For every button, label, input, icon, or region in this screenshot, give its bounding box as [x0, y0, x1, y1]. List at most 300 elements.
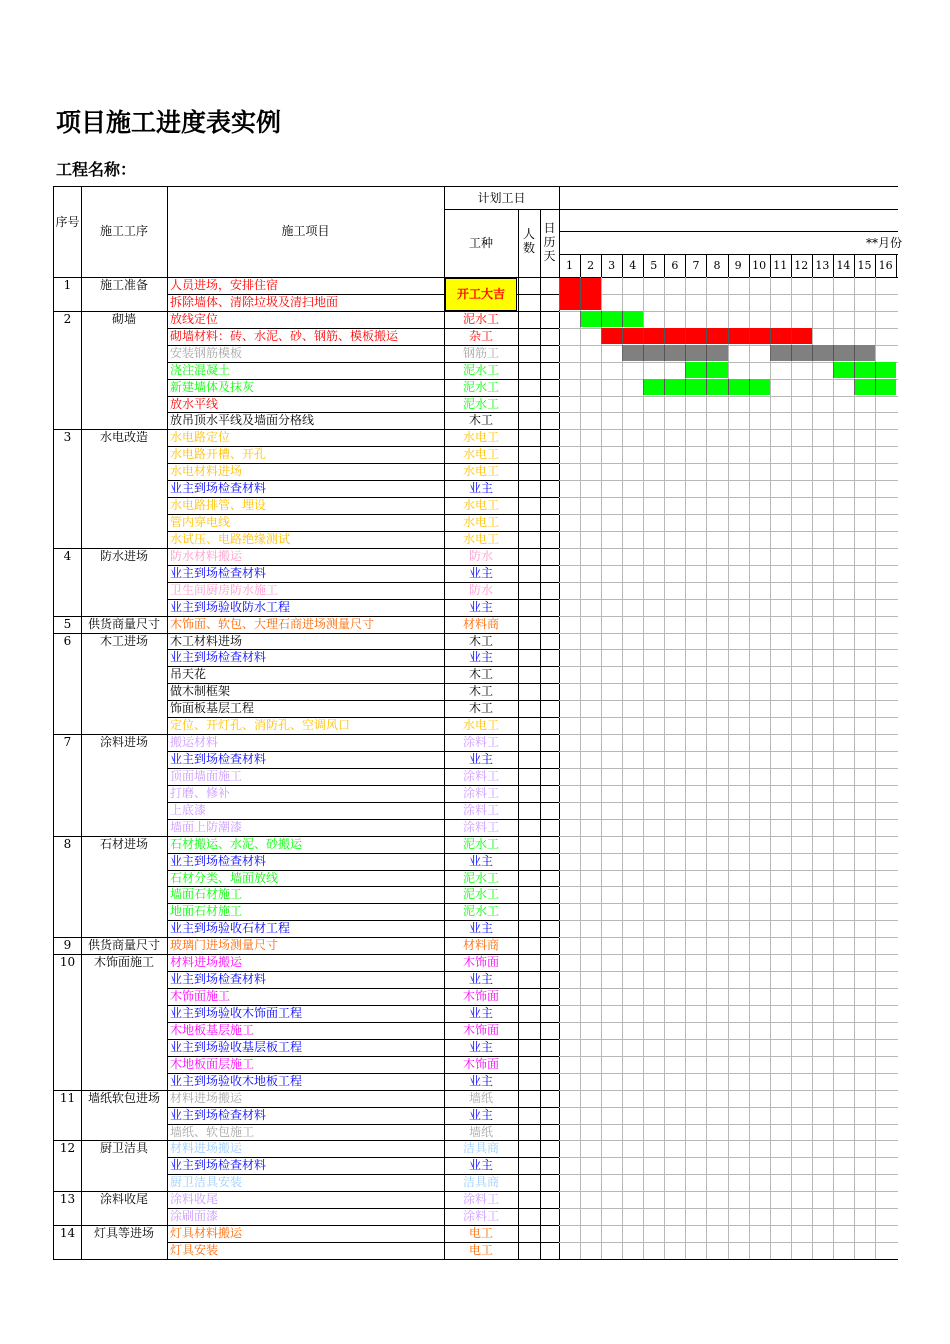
day-divider — [812, 254, 813, 277]
row-seq: 13 — [59, 1192, 76, 1207]
gantt-bar-divider — [749, 379, 750, 395]
row-seq — [54, 1157, 81, 1174]
gantt-bar-divider — [728, 379, 729, 395]
row-seq: 6 — [63, 633, 72, 648]
day-label: 5 — [650, 259, 658, 272]
row-seq — [54, 785, 81, 802]
row-item: 水电材料进场 — [170, 464, 243, 479]
schedule-sheet — [53, 186, 903, 1260]
row-seq — [54, 531, 81, 548]
gantt-bar-divider — [664, 379, 665, 395]
row-item: 做木制框架 — [170, 684, 231, 699]
row-process — [81, 920, 167, 937]
row-item: 业主到场检查材料 — [170, 1107, 267, 1122]
row-process — [81, 362, 167, 379]
row-seq — [54, 362, 81, 379]
row-seq — [54, 345, 81, 362]
day-grid-line — [559, 717, 898, 718]
row-process — [81, 768, 167, 785]
gantt-bar-divider — [685, 345, 686, 361]
row-trade: 钢筋工 — [462, 345, 499, 360]
row-trade: 木饰面 — [462, 1056, 499, 1071]
gantt-bar — [601, 328, 812, 344]
row-process — [81, 1124, 167, 1141]
row-trade: 业主 — [468, 1158, 493, 1173]
gantt-bar — [770, 345, 875, 361]
row-item: 搬运材料 — [170, 735, 219, 750]
row-trade: 木饰面 — [462, 1022, 499, 1037]
day-grid-line — [559, 954, 898, 955]
header-item: 施工项目 — [281, 224, 330, 238]
row-process: 涂料收尾 — [99, 1192, 148, 1207]
row-trade: 水电工 — [462, 515, 499, 530]
row-item: 浇注混凝土 — [170, 362, 231, 377]
gantt-bar-divider — [622, 311, 623, 327]
row-item: 业主到场验收木地板工程 — [170, 1073, 303, 1088]
day-label: 16 — [878, 259, 893, 272]
day-divider — [791, 254, 792, 277]
row-seq: 1 — [63, 278, 72, 292]
row-seq — [54, 683, 81, 700]
row-process: 灯具等进场 — [93, 1226, 154, 1241]
header-seq: 序号 — [55, 215, 80, 229]
day-grid-line — [559, 1191, 898, 1192]
day-label: 9 — [734, 259, 742, 272]
day-grid-line — [559, 294, 898, 295]
row-item: 墙纸、软包施工 — [170, 1124, 255, 1139]
row-process: 水电改造 — [99, 430, 148, 445]
gantt-bar — [559, 294, 601, 310]
row-process — [81, 988, 167, 1005]
day-grid-line — [559, 1242, 898, 1243]
row-process: 木工进场 — [99, 633, 148, 648]
row-trade: 业主 — [468, 481, 493, 496]
row-trade: 泥水工 — [462, 870, 499, 885]
row-seq — [54, 649, 81, 666]
row-process — [81, 853, 167, 870]
row-seq — [54, 294, 81, 311]
row-process — [81, 1208, 167, 1225]
header-people: 人数 — [522, 227, 535, 255]
day-grid-line — [559, 497, 898, 498]
row-trade: 业主 — [468, 565, 493, 580]
header-divider — [444, 209, 559, 210]
row-process — [81, 819, 167, 836]
row-item: 放吊顶水平线及墙面分格线 — [170, 413, 315, 428]
day-label: 6 — [671, 259, 679, 272]
row-trade: 泥水工 — [462, 836, 499, 851]
day-divider — [580, 254, 581, 277]
day-label: 1 — [566, 259, 574, 272]
row-process: 木饰面施工 — [93, 955, 154, 970]
day-grid-line — [559, 633, 898, 634]
row-seq — [54, 497, 81, 514]
row-item: 涂刷面漆 — [170, 1209, 219, 1224]
row-trade: 电工 — [468, 1226, 493, 1241]
day-label: 2 — [587, 259, 595, 272]
header-plan: 计划工日 — [477, 191, 526, 205]
row-item: 水电路定位 — [170, 430, 231, 445]
row-trade: 业主 — [468, 972, 493, 987]
row-seq — [54, 1005, 81, 1022]
row-process: 涂料进场 — [99, 735, 148, 750]
row-process — [81, 1022, 167, 1039]
row-item: 水电路开槽、开孔 — [170, 447, 267, 462]
row-seq — [54, 1174, 81, 1191]
row-trade: 泥水工 — [462, 362, 499, 377]
row-process — [81, 396, 167, 413]
row-process — [81, 514, 167, 531]
row-process — [81, 700, 167, 717]
row-seq — [54, 886, 81, 903]
row-trade: 业主 — [468, 599, 493, 614]
day-divider — [749, 254, 750, 277]
day-grid-line — [559, 903, 898, 904]
column-divider — [167, 187, 168, 1259]
row-item: 安装钢筋模板 — [170, 345, 243, 360]
project-name-label: 工程名称： — [56, 160, 137, 179]
row-seq — [54, 751, 81, 768]
row-trade: 业主 — [468, 1107, 493, 1122]
day-label: 3 — [608, 259, 616, 272]
day-grid-line — [559, 836, 898, 837]
row-item: 卫生间厨房防水施工 — [170, 582, 279, 597]
row-seq — [54, 379, 81, 396]
day-grid-line — [559, 1208, 898, 1209]
day-label: 8 — [713, 259, 721, 272]
row-item: 放线定位 — [170, 311, 219, 326]
row-trade: 墙纸 — [468, 1090, 493, 1105]
gantt-bar — [685, 362, 727, 378]
row-process — [81, 1107, 167, 1124]
header-divider — [559, 209, 898, 210]
row-trade: 木工 — [468, 701, 493, 716]
row-process — [81, 1174, 167, 1191]
row-process — [81, 886, 167, 903]
row-seq — [54, 565, 81, 582]
row-item: 防水材料搬运 — [170, 548, 243, 563]
day-grid-line — [559, 886, 898, 887]
row-trade: 水电工 — [462, 430, 499, 445]
gantt-bar — [833, 362, 896, 378]
row-trade: 业主 — [468, 1039, 493, 1054]
row-item: 上底漆 — [170, 802, 207, 817]
row-item: 业主到场检查材料 — [170, 481, 267, 496]
row-process — [81, 870, 167, 887]
row-item: 石材分类、墙面放线 — [170, 870, 279, 885]
day-label: 11 — [773, 259, 788, 272]
row-item: 定位、开灯孔、消防孔、空调风口 — [170, 718, 351, 733]
row-process — [81, 565, 167, 582]
day-label: 13 — [815, 259, 830, 272]
gantt-bar-divider — [664, 328, 665, 344]
row-process — [81, 599, 167, 616]
gantt-bar-divider — [601, 311, 602, 327]
gantt-bar — [580, 311, 643, 327]
row-trade: 墙纸 — [468, 1124, 493, 1139]
row-seq — [54, 514, 81, 531]
row-process — [81, 446, 167, 463]
header-month: **月份 — [866, 236, 903, 250]
row-process — [81, 1039, 167, 1056]
row-seq — [54, 988, 81, 1005]
row-seq — [54, 1056, 81, 1073]
row-item: 木工材料进场 — [170, 633, 243, 648]
row-item: 业主到场检查材料 — [170, 565, 267, 580]
day-label: 14 — [836, 259, 851, 272]
day-grid-line — [559, 802, 898, 803]
gantt-bar — [643, 379, 769, 395]
day-grid-line — [559, 412, 898, 413]
gantt-bar-divider — [791, 345, 792, 361]
day-grid-line — [559, 480, 898, 481]
day-grid-line — [559, 1022, 898, 1023]
day-grid-line — [559, 1005, 898, 1006]
gantt-bar-divider — [875, 362, 876, 378]
row-process — [81, 1242, 167, 1259]
gantt-bar-divider — [706, 345, 707, 361]
day-grid-line — [559, 666, 898, 667]
row-item: 拆除墙体、清除垃圾及清扫地面 — [170, 294, 339, 309]
row-trade: 涂料工 — [462, 768, 499, 783]
row-seq — [54, 328, 81, 345]
gantt-bar-divider — [643, 345, 644, 361]
row-trade: 水电工 — [462, 464, 499, 479]
row-seq — [54, 582, 81, 599]
day-grid-line — [559, 1157, 898, 1158]
day-grid-line — [559, 683, 898, 684]
row-seq: 12 — [59, 1141, 76, 1156]
row-item: 新建墙体及抹灰 — [170, 379, 255, 394]
day-grid-line — [559, 1039, 898, 1040]
row-item: 业主到场验收木饰面工程 — [170, 1005, 303, 1020]
row-process — [81, 463, 167, 480]
row-trade: 防水 — [468, 548, 493, 563]
day-grid-line — [559, 1107, 898, 1108]
row-item: 灯具安装 — [170, 1243, 219, 1257]
day-grid-line — [559, 1174, 898, 1175]
gantt-bar-divider — [685, 328, 686, 344]
day-grid-line — [559, 870, 898, 871]
day-label: 10 — [752, 259, 767, 272]
gantt-bar-divider — [875, 379, 876, 395]
day-divider — [685, 254, 686, 277]
day-grid-line — [559, 988, 898, 989]
row-process — [81, 412, 167, 429]
row-item: 涂料收尾 — [170, 1192, 219, 1207]
day-grid-line — [559, 1056, 898, 1057]
day-grid-line — [559, 548, 898, 549]
day-grid-line — [559, 700, 898, 701]
row-item: 业主到场验收基层板工程 — [170, 1039, 303, 1054]
gantt-bar-divider — [749, 328, 750, 344]
gantt-bar-divider — [770, 328, 771, 344]
day-grid-line — [559, 649, 898, 650]
row-seq — [54, 463, 81, 480]
row-process — [81, 480, 167, 497]
row-item: 管内穿电线 — [170, 515, 231, 530]
row-item: 材料进场搬运 — [170, 1090, 243, 1105]
row-process: 供货商量尺寸 — [87, 938, 160, 953]
row-process: 墙纸软包进场 — [87, 1090, 160, 1105]
gantt-bar-divider — [580, 294, 581, 310]
day-grid-line — [559, 1225, 898, 1226]
gantt-bar-divider — [706, 379, 707, 395]
row-trade: 涂料工 — [462, 1192, 499, 1207]
row-item: 地面石材施工 — [170, 904, 243, 919]
row-trade: 业主 — [468, 853, 493, 868]
row-process — [81, 531, 167, 548]
day-label: 4 — [629, 259, 637, 272]
gantt-bar-divider — [643, 328, 644, 344]
day-grid-line — [559, 514, 898, 515]
row-trade: 木工 — [468, 633, 493, 648]
row-seq: 10 — [59, 955, 76, 970]
day-label: 7 — [692, 259, 700, 272]
row-item: 饰面板基层工程 — [170, 701, 255, 716]
row-process — [81, 345, 167, 362]
row-process — [81, 683, 167, 700]
start-badge: 开工大吉 — [445, 278, 517, 311]
row-seq — [54, 700, 81, 717]
day-grid-line — [559, 751, 898, 752]
row-item: 业主到场检查材料 — [170, 752, 267, 767]
day-grid-line — [559, 616, 898, 617]
row-trade: 涂料工 — [462, 1209, 499, 1224]
day-grid-line — [559, 734, 898, 735]
day-divider — [601, 254, 602, 277]
row-trade: 杂工 — [468, 328, 493, 343]
row-item: 顶面墙面施工 — [170, 768, 243, 783]
row-item: 墙面上防潮漆 — [170, 819, 243, 834]
row-process — [81, 1056, 167, 1073]
day-label: 15 — [857, 259, 872, 272]
row-item: 厨卫洁具安装 — [170, 1175, 243, 1190]
row-trade: 材料商 — [462, 616, 499, 631]
day-grid-line — [559, 819, 898, 820]
row-item: 业主到场检查材料 — [170, 650, 267, 665]
row-trade: 电工 — [468, 1243, 493, 1257]
row-item: 吊天花 — [170, 667, 207, 682]
row-process: 施工准备 — [99, 278, 148, 292]
row-seq: 2 — [63, 311, 72, 326]
day-divider — [706, 254, 707, 277]
row-seq — [54, 396, 81, 413]
row-trade: 防水 — [468, 582, 493, 597]
gantt-bar-divider — [833, 345, 834, 361]
page-title: 项目施工进度表实例 — [56, 108, 282, 137]
gantt-bar-divider — [580, 278, 581, 294]
row-seq — [54, 1242, 81, 1259]
row-item: 墙面石材施工 — [170, 887, 243, 902]
row-item: 灯具材料搬运 — [170, 1226, 243, 1241]
row-trade: 水电工 — [462, 447, 499, 462]
day-divider — [770, 254, 771, 277]
row-seq — [54, 1208, 81, 1225]
row-process — [81, 802, 167, 819]
row-seq — [54, 1124, 81, 1141]
row-trade: 水电工 — [462, 498, 499, 513]
row-process: 石材进场 — [99, 836, 148, 851]
row-trade: 木工 — [468, 413, 493, 428]
row-seq — [54, 717, 81, 734]
row-seq — [54, 853, 81, 870]
row-trade: 涂料工 — [462, 735, 499, 750]
day-grid-line — [559, 531, 898, 532]
row-item: 水电路排管、埋设 — [170, 498, 267, 513]
gantt-bar-divider — [728, 328, 729, 344]
row-trade: 涂料工 — [462, 785, 499, 800]
day-divider — [622, 254, 623, 277]
row-trade: 泥水工 — [462, 904, 499, 919]
row-seq — [54, 1039, 81, 1056]
gantt-bar-divider — [791, 328, 792, 344]
row-trade: 业主 — [468, 1005, 493, 1020]
row-trade: 木工 — [468, 684, 493, 699]
day-divider — [643, 254, 644, 277]
row-process — [81, 582, 167, 599]
row-trade: 洁具商 — [462, 1141, 499, 1156]
header-process: 施工工序 — [99, 224, 148, 238]
header-calendar: 日历天 — [543, 221, 556, 263]
day-grid-line — [559, 920, 898, 921]
row-item: 业主到场验收石材工程 — [170, 921, 291, 936]
row-seq — [54, 802, 81, 819]
row-seq — [54, 599, 81, 616]
row-process — [81, 379, 167, 396]
row-process — [81, 1157, 167, 1174]
row-item: 石材搬运、水泥、砂搬运 — [170, 836, 303, 851]
row-process — [81, 497, 167, 514]
row-trade: 木饰面 — [462, 989, 499, 1004]
row-item: 砌墙材料：砖、水泥、砂、钢筋、模板搬运 — [170, 328, 399, 343]
gantt-bar — [854, 379, 896, 395]
row-process: 供货商量尺寸 — [87, 616, 160, 631]
row-seq — [54, 920, 81, 937]
day-grid-line — [559, 1090, 898, 1091]
row-trade: 木工 — [468, 667, 493, 682]
row-seq — [54, 480, 81, 497]
row-process: 砌墙 — [111, 311, 136, 326]
gantt-bar-divider — [854, 345, 855, 361]
row-process — [81, 717, 167, 734]
row-process — [81, 785, 167, 802]
row-item: 业主到场检查材料 — [170, 972, 267, 987]
day-grid-line — [559, 396, 898, 397]
row-seq — [54, 446, 81, 463]
day-label: 12 — [794, 259, 809, 272]
day-grid-line — [559, 582, 898, 583]
row-item: 材料进场搬运 — [170, 1141, 243, 1156]
row-trade: 业主 — [468, 921, 493, 936]
row-process — [81, 649, 167, 666]
row-trade: 业主 — [468, 752, 493, 767]
row-item: 业主到场检查材料 — [170, 1158, 267, 1173]
day-grid-line — [559, 785, 898, 786]
row-seq — [54, 768, 81, 785]
row-item: 木地板基层施工 — [170, 1022, 255, 1037]
row-process — [81, 328, 167, 345]
row-item: 打磨、修补 — [170, 785, 231, 800]
day-grid-line — [559, 937, 898, 938]
row-trade: 业主 — [468, 650, 493, 665]
row-trade: 业主 — [468, 1073, 493, 1088]
row-trade: 泥水工 — [462, 887, 499, 902]
day-divider — [833, 254, 834, 277]
day-grid-line — [559, 429, 898, 430]
row-seq: 8 — [63, 836, 72, 851]
day-grid-line — [559, 446, 898, 447]
